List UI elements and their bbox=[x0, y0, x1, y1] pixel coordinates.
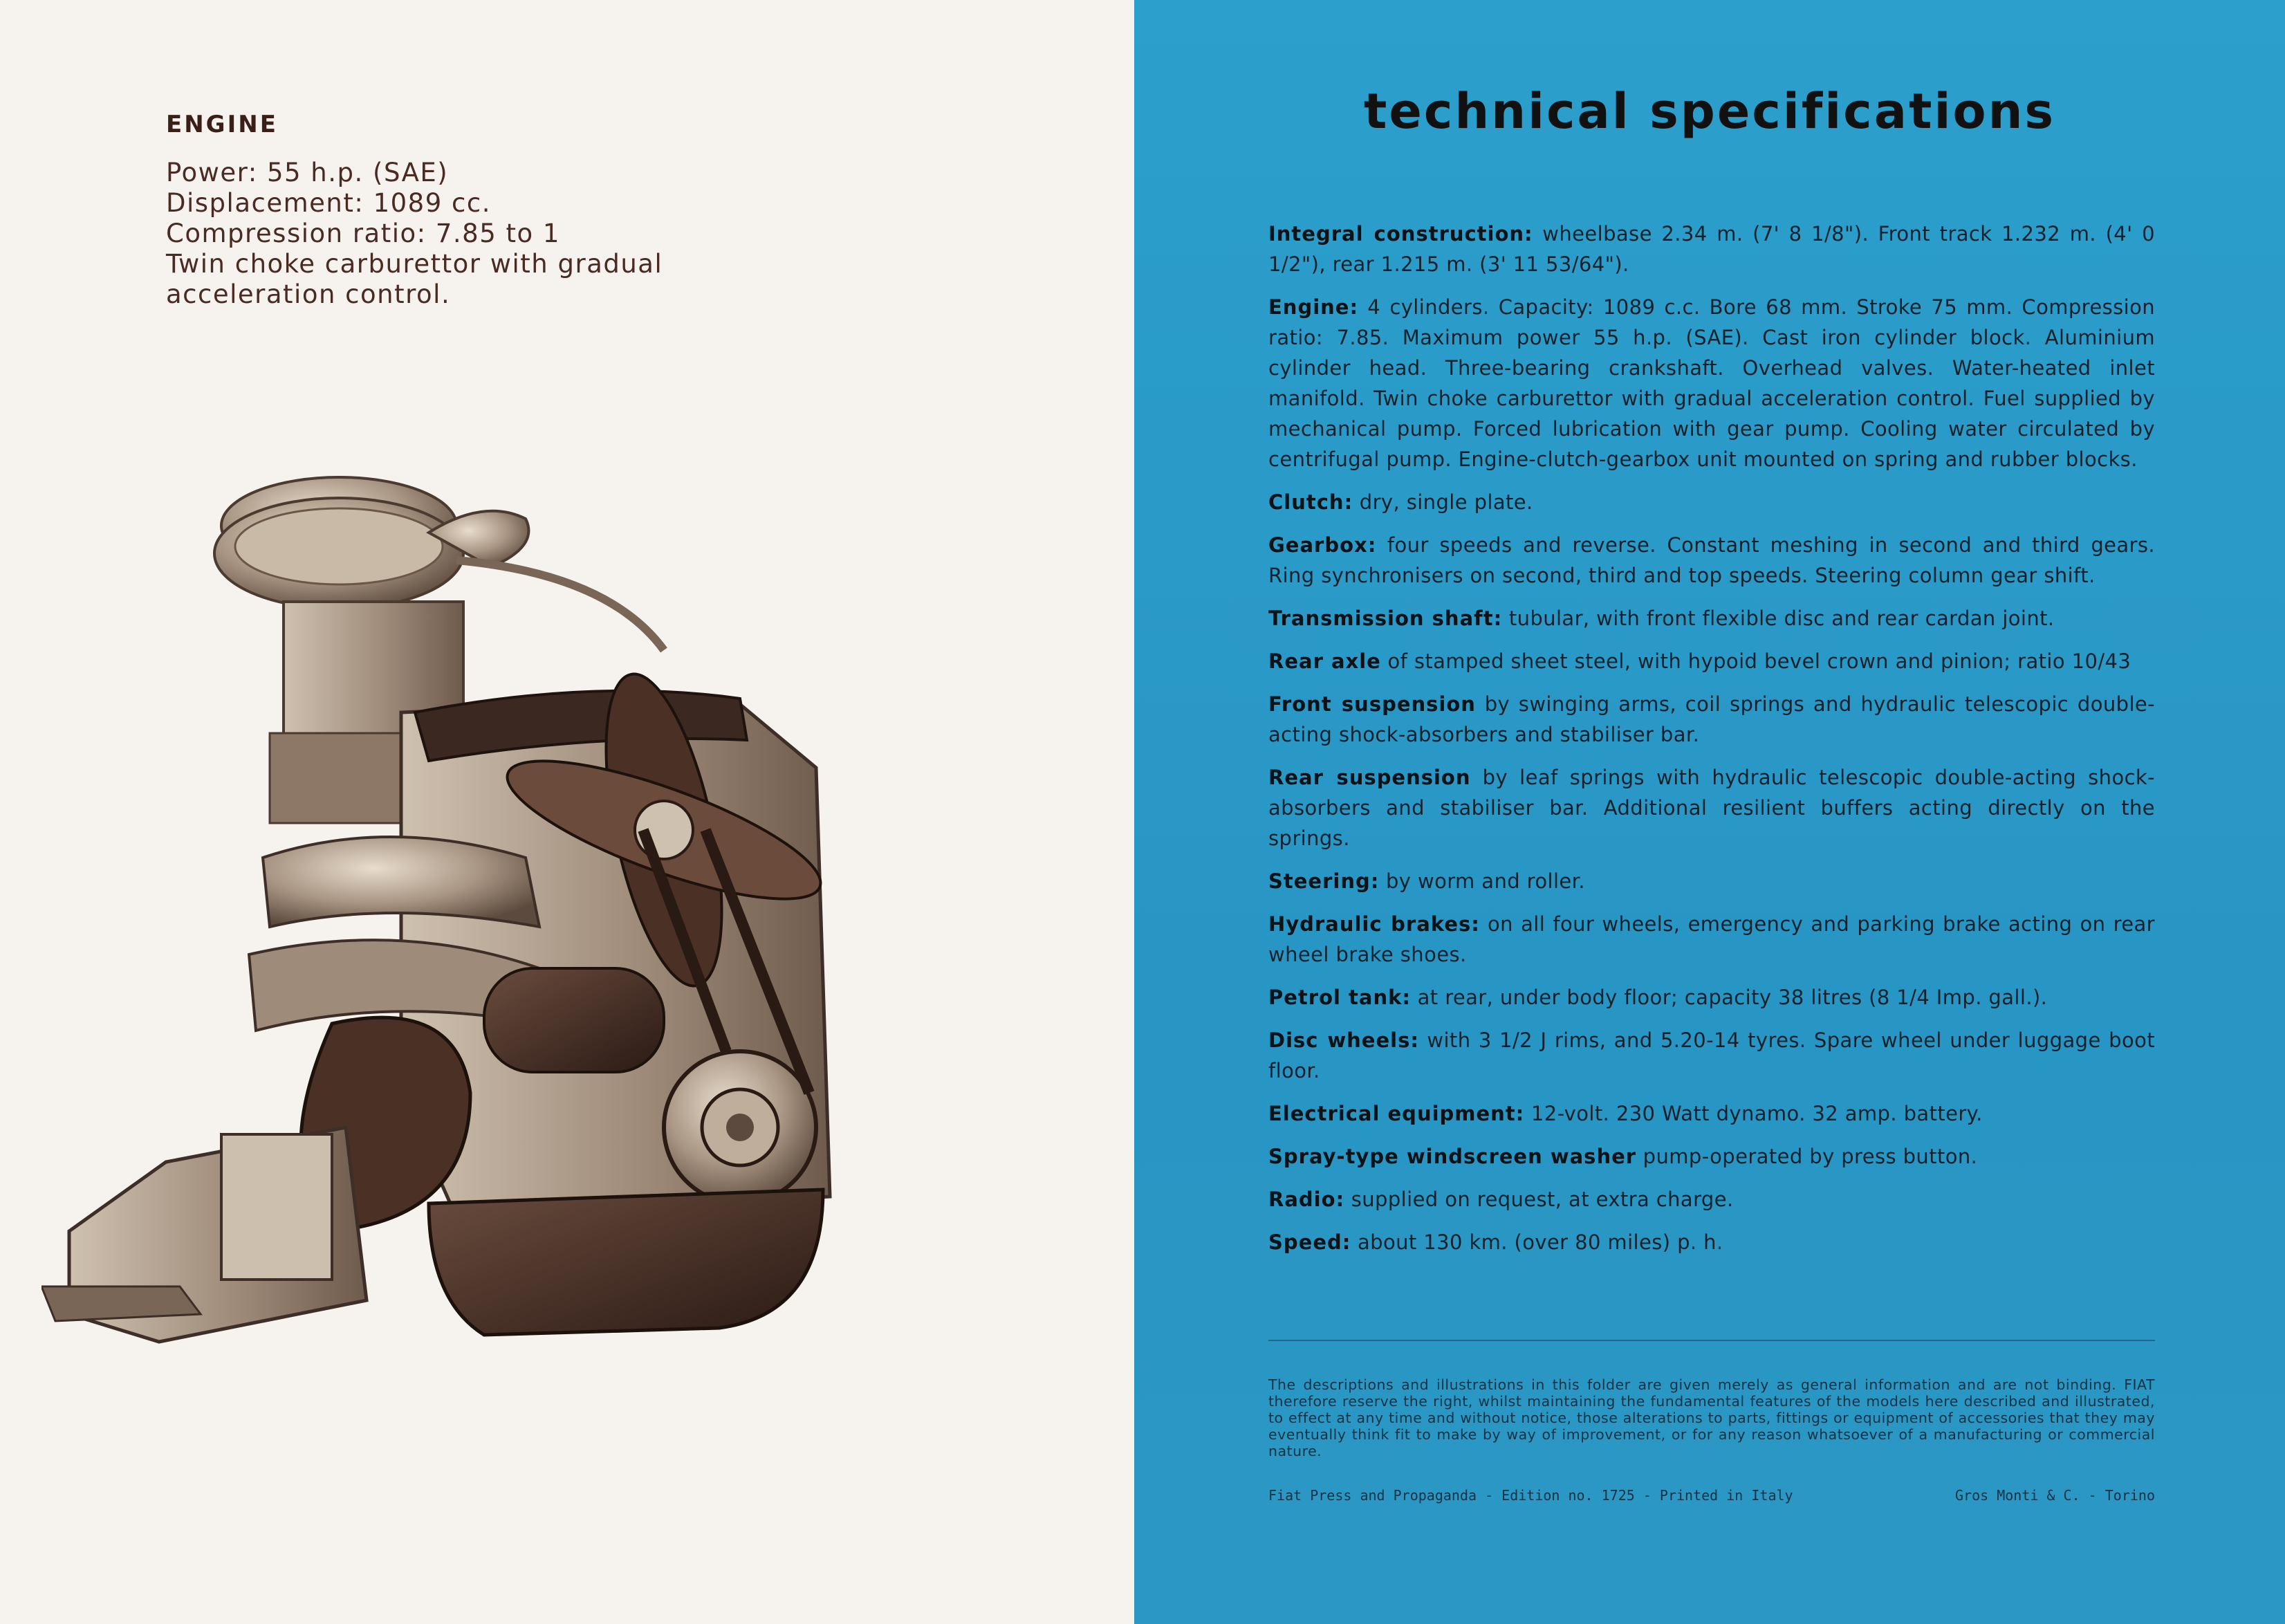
spec-label: Electrical equipment: bbox=[1268, 1102, 1525, 1125]
engine-specs bbox=[166, 158, 733, 310]
spec-label: Transmission shaft: bbox=[1268, 607, 1503, 630]
spec-item bbox=[1268, 1025, 2155, 1086]
spec-item bbox=[1268, 909, 2155, 970]
spec-text: 12-volt. 230 Watt dynamo. 32 amp. battery. bbox=[1524, 1102, 1983, 1125]
spec-label: Clutch: bbox=[1268, 490, 1353, 514]
spec-text: with 3 1/2 J rims, and 5.20-14 tyres. Spare wheel under luggage boot floor. bbox=[1268, 1028, 2155, 1082]
engine-heading: ENGINE bbox=[166, 111, 278, 138]
spec-label: Radio: bbox=[1268, 1188, 1345, 1211]
engine-spec-line: Power: 55 h.p. (SAE) bbox=[166, 158, 449, 187]
spec-text: four speeds and reverse. Constant meshing in second and third gears. Ring synchronisers on second, third and top speeds. Steering column gear shift. bbox=[1268, 533, 2155, 587]
spec-label: Integral construction: bbox=[1268, 222, 1533, 246]
spec-list bbox=[1268, 219, 2155, 1270]
engine-spec-line: acceleration control. bbox=[166, 279, 451, 309]
spec-item bbox=[1268, 646, 2155, 676]
spec-label: Gearbox: bbox=[1268, 533, 1377, 557]
spec-text: by worm and roller. bbox=[1379, 869, 1585, 893]
divider bbox=[1268, 1340, 2155, 1341]
spec-item bbox=[1268, 762, 2155, 853]
spec-item bbox=[1268, 1184, 2155, 1215]
spec-label: Hydraulic brakes: bbox=[1268, 912, 1480, 936]
spec-label: Rear suspension bbox=[1268, 766, 1471, 789]
spec-label: Disc wheels: bbox=[1268, 1028, 1419, 1052]
spec-text: by swinging arms, coil springs and hydraulic telescopic double-acting shock-absorbers and stabiliser bar. bbox=[1268, 692, 2156, 746]
spec-label: Engine: bbox=[1268, 295, 1359, 319]
spec-text: about 130 km. (over 80 miles) p. h. bbox=[1351, 1230, 1723, 1254]
engine-spec-line: Compression ratio: 7.85 to 1 bbox=[166, 219, 560, 248]
spec-item bbox=[1268, 982, 2155, 1013]
spec-label: Petrol tank: bbox=[1268, 986, 1412, 1009]
spec-text: of stamped sheet steel, with hypoid bevel crown and pinion; ratio 10/43 bbox=[1380, 649, 2131, 673]
spec-item bbox=[1268, 487, 2155, 517]
spec-item bbox=[1268, 292, 2155, 474]
printer-footer: Gros Monti & C. - Torino bbox=[1955, 1487, 2155, 1504]
dynamo bbox=[484, 968, 664, 1072]
imprint-footer: Fiat Press and Propaganda - Edition no. 1725 - Printed in Italy bbox=[1268, 1487, 1793, 1504]
spec-item bbox=[1268, 689, 2155, 750]
spec-text: tubular, with front flexible disc and rear cardan joint. bbox=[1502, 607, 2055, 630]
engine-spec-line: Displacement: 1089 cc. bbox=[166, 188, 491, 218]
spec-item bbox=[1268, 1141, 2155, 1172]
spec-text: at rear, under body floor; capacity 38 litres (8 1/4 Imp. gall.). bbox=[1411, 986, 2048, 1009]
spec-item bbox=[1268, 1227, 2155, 1257]
spec-label: Spray-type windscreen washer bbox=[1268, 1145, 1637, 1168]
spec-text: on all four wheels, emergency and parking brake acting on rear wheel brake shoes. bbox=[1268, 912, 2155, 966]
spec-item bbox=[1268, 219, 2155, 279]
spec-text: 4 cylinders. Capacity: 1089 c.c. Bore 68 mm. Stroke 75 mm. Compression ratio: 7.85. Maximum power 55 h.p. (SAE). Cast iron cylinder block. Aluminium cylinder head. Three-bearing crankshaft. Overhead valves. Water-heated inlet manifold. Twin choke carburettor with gradual acceleration control. Fuel supplied by mechanical pump. Forced lubrication with gear pump. Cooling water circulated by centrifugal pump. Engine-clutch-gearbox unit mounted on spring and rubber blocks. bbox=[1268, 295, 2155, 471]
spec-item bbox=[1268, 530, 2155, 591]
engine-spec-line: Twin choke carburettor with gradual bbox=[166, 249, 663, 279]
spec-item bbox=[1268, 866, 2155, 896]
spec-text: pump-operated by press button. bbox=[1636, 1145, 1978, 1168]
spec-item bbox=[1268, 603, 2155, 634]
spec-label: Rear axle bbox=[1268, 649, 1381, 673]
spec-label: Speed: bbox=[1268, 1230, 1351, 1254]
oil-sump bbox=[429, 1190, 823, 1335]
engine-illustration bbox=[41, 470, 1120, 1425]
disclaimer: The descriptions and illustrations in this folder are given merely as general information and are not binding. FIAT therefore reserve the right, whilst maintaining the fundamental features of the models here described and illustrated, to effect at any time and without notice, those alterations to parts, fittings or equipment of accessories that they may eventually think fit to make by way of improvement, or for any reason whatsoever of a manufacturing or commercial nature. bbox=[1268, 1376, 2155, 1459]
spec-label: Front suspension bbox=[1268, 692, 1476, 716]
spec-item bbox=[1268, 1098, 2155, 1129]
spec-label: Steering: bbox=[1268, 869, 1380, 893]
spec-text: by leaf springs with hydraulic telescopic double-acting shock-absorbers and stabiliser bar. Additional resilient buffers acting directly on the springs. bbox=[1268, 766, 2155, 850]
spec-text: dry, single plate. bbox=[1353, 490, 1533, 514]
spec-text: supplied on request, at extra charge. bbox=[1344, 1188, 1734, 1211]
page-title: technical specifications bbox=[1363, 83, 2056, 140]
spec-text: wheelbase 2.34 m. (7' 8 1/8"). Front track 1.232 m. (4' 0 1/2"), rear 1.215 m. (3' 11 53/64"). bbox=[1268, 222, 2155, 276]
